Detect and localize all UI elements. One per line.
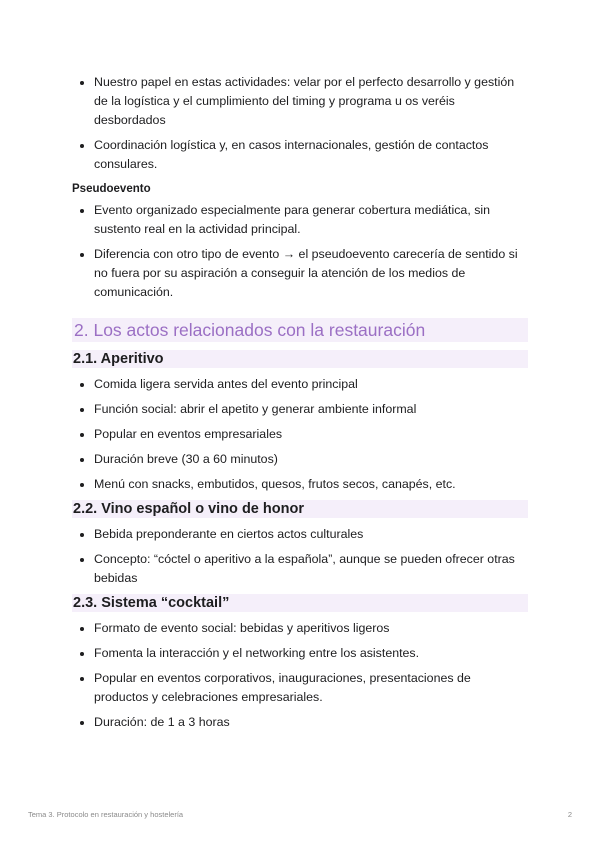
document-body <box>72 73 528 738</box>
pseudoevento-list <box>72 201 528 302</box>
list-item: Formato de evento social: bebidas y aperitivos ligeros <box>72 619 528 638</box>
list-item: Comida ligera servida antes del evento principal <box>72 375 528 394</box>
list-item: Duración: de 1 a 3 horas <box>72 713 528 732</box>
list-item: Menú con snacks, embutidos, quesos, frutos secos, canapés, etc. <box>72 475 528 494</box>
aperitivo-list <box>72 375 528 494</box>
list-item: Popular en eventos empresariales <box>72 425 528 444</box>
list-item: Nuestro papel en estas actividades: velar por el perfecto desarrollo y gestión de la logística y el cumplimiento del timing y programa u os veréis desbordados <box>72 73 528 130</box>
aperitivo-heading: 2.1. Aperitivo <box>72 350 528 368</box>
list-item: Coordinación logística y, en casos internacionales, gestión de contactos consulares. <box>72 136 528 174</box>
cocktail-list <box>72 619 528 732</box>
page-number: 2 <box>567 810 572 819</box>
vino-heading: 2.2. Vino español o vino de honor <box>72 500 528 518</box>
intro-list <box>72 73 528 174</box>
cocktail-heading: 2.3. Sistema “cocktail” <box>72 594 528 612</box>
section-heading: 2. Los actos relacionados con la restauración <box>72 318 528 342</box>
list-item: Fomenta la interacción y el networking entre los asistentes. <box>72 644 528 663</box>
list-item: Función social: abrir el apetito y generar ambiente informal <box>72 400 528 419</box>
vino-list <box>72 525 528 588</box>
list-item: Bebida preponderante en ciertos actos culturales <box>72 525 528 544</box>
footer-title: Tema 3. Protocolo en restauración y hostelería <box>28 810 184 819</box>
list-item: Popular en eventos corporativos, inauguraciones, presentaciones de productos y celebraciones empresariales. <box>72 669 528 707</box>
list-item: Duración breve (30 a 60 minutos) <box>72 450 528 469</box>
pseudoevento-heading: Pseudoevento <box>72 183 151 195</box>
list-item: Concepto: “cóctel o aperitivo a la española”, aunque se pueden ofrecer otras bebidas <box>72 550 528 588</box>
list-item: Diferencia con otro tipo de evento → el pseudoevento carecería de sentido si no fuera por su aspiración a conseguir la atención de los medios de comunicación. <box>72 245 528 302</box>
list-item: Evento organizado especialmente para generar cobertura mediática, sin sustento real en la actividad principal. <box>72 201 528 239</box>
